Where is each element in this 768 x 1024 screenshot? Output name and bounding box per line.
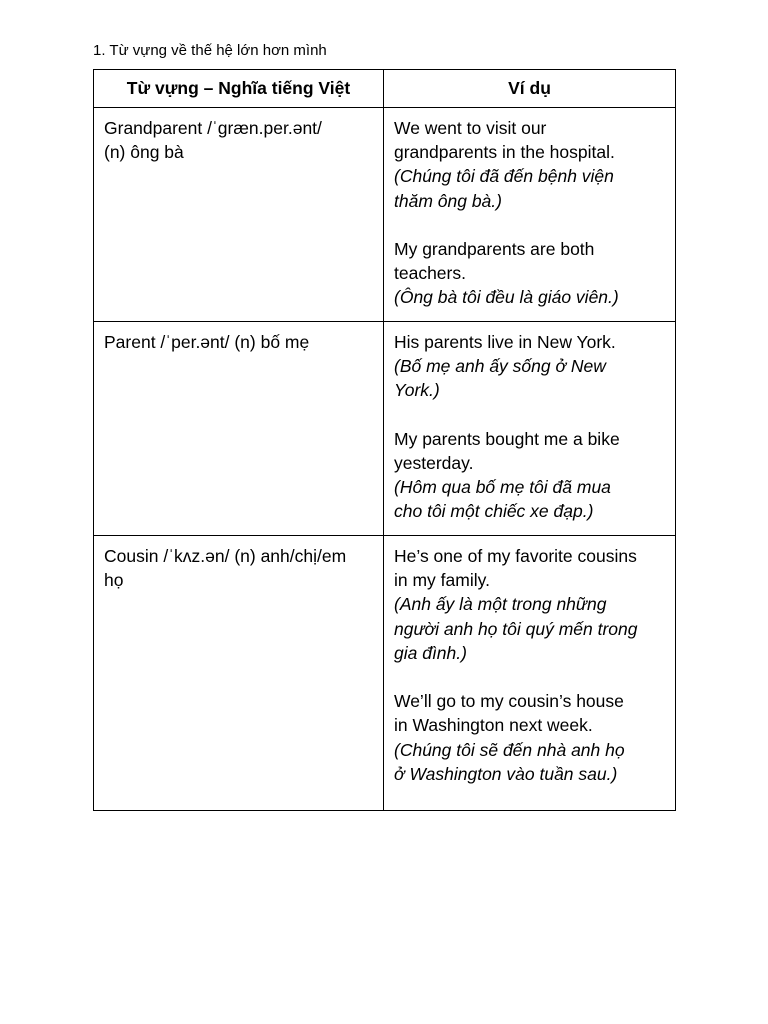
example-english-line: My grandparents are both bbox=[394, 239, 595, 259]
example-english-line: My parents bought me a bike bbox=[394, 428, 620, 449]
paragraph-gap bbox=[394, 665, 665, 689]
example-vietnamese-line: (Hôm qua bố mẹ tôi đã mua bbox=[394, 477, 611, 498]
example-vietnamese-line: thăm ông bà.) bbox=[394, 190, 502, 211]
example-cell bbox=[384, 108, 676, 322]
example-vietnamese-line: cho tôi một chiếc xe đạp.) bbox=[394, 501, 594, 522]
term-line: Parent /ˈper.ənt/ (n) bố mẹ bbox=[104, 332, 310, 352]
table-row bbox=[94, 108, 676, 322]
section-heading: 1. Từ vựng về thế hệ lớn hơn mình bbox=[93, 42, 327, 59]
vocabulary-table bbox=[93, 69, 676, 811]
example-english-line: grandparents in the hospital. bbox=[394, 142, 615, 163]
term-line: họ bbox=[104, 570, 124, 591]
example-vietnamese-line: (Bố mẹ anh ấy sống ở New bbox=[394, 356, 606, 377]
example-vietnamese-line: ở Washington vào tuần sau.) bbox=[394, 763, 618, 784]
example-vietnamese-line: (Anh ấy là một trong những bbox=[394, 594, 607, 615]
term-line: Cousin /ˈkʌz.ən/ (n) anh/chị/em bbox=[104, 546, 347, 566]
term-cell bbox=[94, 108, 384, 322]
example-english-line: in Washington next week. bbox=[394, 715, 593, 736]
example-vietnamese-line: (Ông bà tôi đều là giáo viên.) bbox=[394, 287, 619, 308]
table-row bbox=[94, 536, 676, 811]
example-vietnamese-line: gia đình.) bbox=[394, 642, 467, 663]
example-english-line: His parents live in New York. bbox=[394, 332, 616, 352]
paragraph-gap bbox=[394, 403, 665, 427]
example-cell bbox=[384, 322, 676, 536]
term-cell bbox=[94, 536, 384, 811]
example-cell bbox=[384, 536, 676, 811]
table-row bbox=[94, 322, 676, 536]
term-cell bbox=[94, 322, 384, 536]
header-vocabulary: Từ vựng – Nghĩa tiếng Việt bbox=[94, 70, 384, 108]
paragraph-gap bbox=[394, 213, 665, 237]
example-english-line: yesterday. bbox=[394, 453, 474, 473]
header-example: Ví dụ bbox=[384, 70, 676, 108]
term-line: (n) ông bà bbox=[104, 142, 184, 163]
example-english-line: teachers. bbox=[394, 263, 466, 284]
example-english-line: He’s one of my favorite cousins bbox=[394, 546, 637, 566]
example-vietnamese-line: (Chúng tôi đã đến bệnh viện bbox=[394, 166, 614, 187]
example-english-line: We went to visit our bbox=[394, 118, 547, 138]
example-english-line: in my family. bbox=[394, 570, 490, 591]
example-vietnamese-line: York.) bbox=[394, 380, 440, 401]
term-line: Grandparent /ˈɡræn.per.ənt/ bbox=[104, 118, 322, 138]
table-header-row bbox=[94, 70, 676, 108]
example-vietnamese-line: người anh họ tôi quý mến trong bbox=[394, 618, 638, 639]
example-english-line: We’ll go to my cousin’s house bbox=[394, 691, 624, 712]
example-vietnamese-line: (Chúng tôi sẽ đến nhà anh họ bbox=[394, 739, 625, 760]
